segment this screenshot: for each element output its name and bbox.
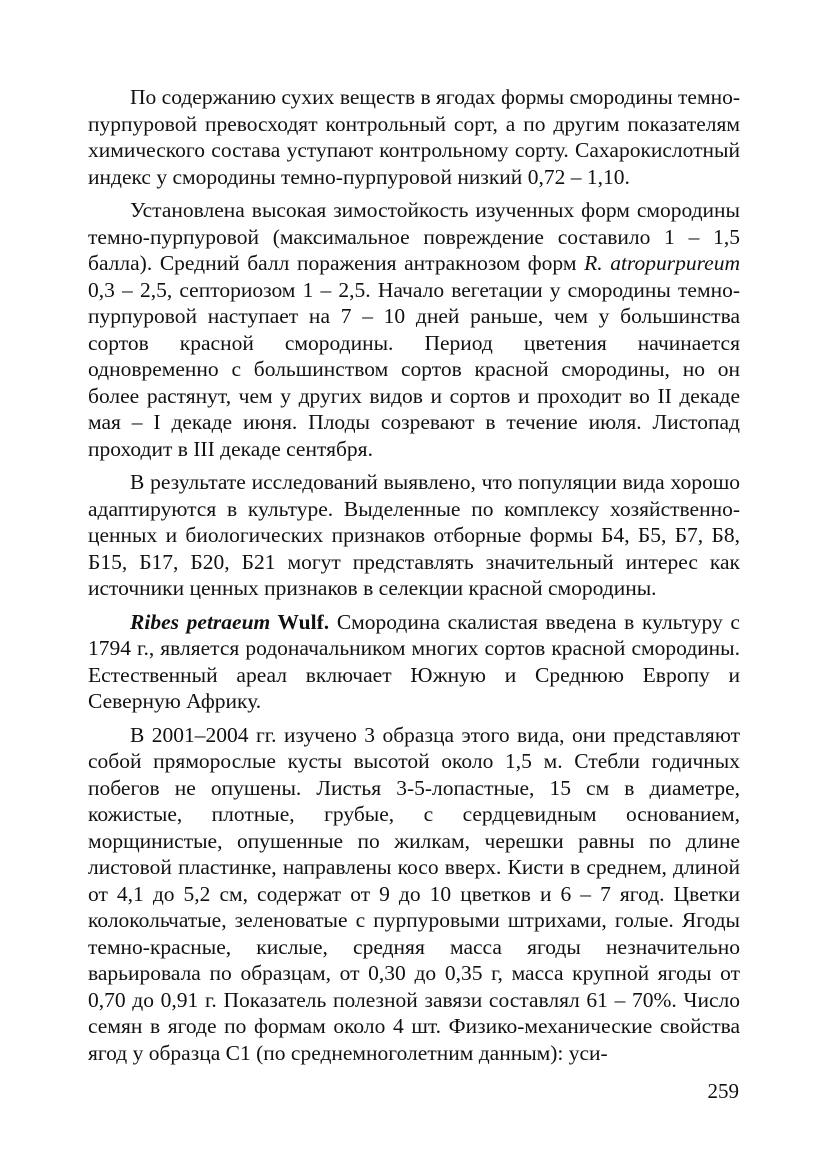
species-name-atropurpureum: R. atropurpureum (584, 251, 740, 275)
species-author: Wulf. (270, 609, 330, 634)
paragraph-winter-hardiness-part1: Установлена высокая зимостойкость изученных форм смородины темно-пурпуровой (максимальное повреждение составило 1 – 1,5 балла). Средний балл поражения антракнозом форм (88, 198, 740, 275)
paragraph-winter-hardiness (88, 197, 740, 462)
species-name-petraeum: Ribes petraeum (130, 609, 271, 634)
paragraph-ribes-petraeum-intro (88, 609, 740, 715)
paragraph-ribes-petraeum-text: Смородина скалистая введена в культуру с 1794 г., является родоначальником многих сортов красной смородины. Естественный ареал включает Южную и Среднюю Европу и Северную Африку. (88, 609, 740, 713)
paragraph-dry-matter: По содержанию сухих веществ в ягодах формы смородины темно-пурпуровой превосходят контрольный сорт, а по другим показателям химического состава уступают контрольному сорту. Сахарокислотный индекс у смородины темно-пурпуровой низкий 0,72 – 1,10. (88, 85, 740, 189)
paragraph-research-results: В результате исследований выявлено, что популяции вида хорошо адаптируются в культуре. Выделенные по комплексу хозяйственно-ценных и биологических признаков отборные формы Б4, Б5, Б7, Б8, Б15, Б17, Б20, Б21 могут представлять значительный интерес как источники ценных признаков в селекции красной смородины. (88, 470, 740, 600)
page-number: 259 (707, 1079, 739, 1103)
paragraph-winter-hardiness-part2: 0,3 – 2,5, септориозом 1 – 2,5. Начало вегетации у смородины темно-пурпуровой наступает на 7 – 10 дней раньше, чем у большинства сортов красной смородины. Период цветения начинается одновременно с большинством сортов красной смородины, но он более растянут, чем у других видов и сортов и проходит во II декаде мая – I декаде июня. Плоды созревают в течение июля. Листопад проходит в III декаде сентября. (88, 277, 740, 461)
paragraph-study-2001-2004: В 2001–2004 гг. изучено 3 образца этого вида, они представляют собой пряморослые кусты высотой около 1,5 м. Стебли годичных побегов не опушены. Листья 3-5-лопастные, 15 см в диаметре, кожистые, плотные, грубые, с сердцевидным основанием, морщинистые, опушенные по жилкам, черешки равны по длине листовой пластинке, направлены косо вверх. Кисти в среднем, длиной от 4,1 до 5,2 см, содержат от 9 до 10 цветков и 6 – 7 ягод. Цветки колокольчатые, зеленоватые с пурпуровыми штрихами, голые. Ягоды темно-красные, кислые, средняя масса ягоды незначительно варьировала по образцам, от 0,30 до 0,35 г, масса крупной ягоды от 0,70 до 0,91 г. Показатель полезной завязи составлял 61 – 70%. Число семян в ягоде по формам около 4 шт. Физико-механические свойства ягод у образца С1 (по среднемноголетним данным): уси- (88, 722, 740, 1065)
page-body (88, 84, 740, 1066)
